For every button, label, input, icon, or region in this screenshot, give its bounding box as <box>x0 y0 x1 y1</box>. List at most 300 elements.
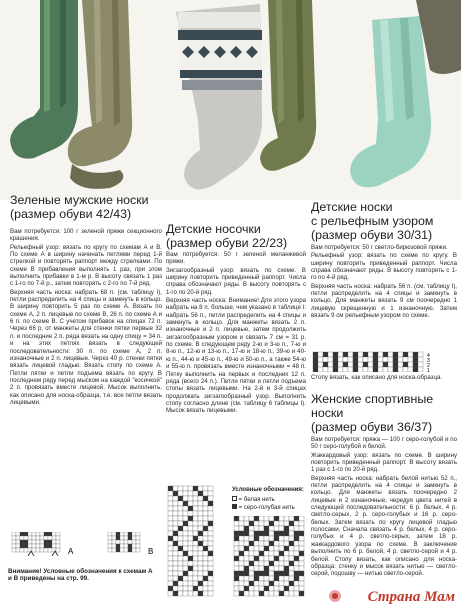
chart-cell <box>274 576 279 581</box>
chart-cell <box>279 591 284 596</box>
chart-cell <box>124 540 128 544</box>
chart-cell <box>28 540 32 544</box>
chart-cell <box>56 544 60 548</box>
chart-cell <box>208 516 213 521</box>
chart-cell <box>269 546 274 551</box>
chart-cell <box>269 571 274 576</box>
chart-cell <box>193 531 198 536</box>
chart-cell <box>239 561 244 566</box>
chart-cell <box>168 581 173 586</box>
chart-cell <box>128 548 132 552</box>
relief-socks-title-line3: (размер обуви 30/31) <box>311 228 433 242</box>
chart-cell <box>279 536 284 541</box>
chart-cell <box>12 544 16 548</box>
chart-cell <box>284 551 289 556</box>
chart-cell <box>318 367 323 372</box>
chart-cell <box>294 551 299 556</box>
chart-cell <box>294 536 299 541</box>
chart-cell <box>203 566 208 571</box>
chart-cell <box>259 586 264 591</box>
chart-cell <box>294 576 299 581</box>
chart-cell <box>24 540 28 544</box>
chart-cell <box>269 526 274 531</box>
chart-cell <box>128 544 132 548</box>
chart-cell <box>254 591 259 596</box>
chart-cell <box>173 586 178 591</box>
chart-cell <box>413 352 418 357</box>
chart-cell <box>193 591 198 596</box>
chart-cell <box>188 536 193 541</box>
chart-cell <box>398 352 403 357</box>
chart-cell <box>193 576 198 581</box>
chart-cell <box>208 571 213 576</box>
chart-cell <box>343 367 348 372</box>
chart-cell <box>274 536 279 541</box>
chart-cell <box>279 546 284 551</box>
chart-cell <box>178 571 183 576</box>
chart-cell <box>24 532 28 536</box>
chart-cell <box>188 546 193 551</box>
chart-cell <box>203 491 208 496</box>
chart-cell <box>393 352 398 357</box>
chart-cell <box>40 540 44 544</box>
chart-cell <box>208 551 213 556</box>
chart-cell <box>234 571 239 576</box>
chart-cell <box>32 540 36 544</box>
chart-cell <box>173 516 178 521</box>
chart-cell <box>348 357 353 362</box>
chart-cell <box>183 501 188 506</box>
chart-cell <box>36 532 40 536</box>
chart-cell <box>274 551 279 556</box>
chart-cell <box>294 546 299 551</box>
chart-cell <box>264 561 269 566</box>
chart-cell <box>168 501 173 506</box>
chart-cell <box>52 532 56 536</box>
chart-cell <box>178 591 183 596</box>
chart-cell <box>16 536 20 540</box>
green-paragraph: Рельефный узор: вязать по кругу по схемам А и В. По схеме А в ширину начинать петлями перед 1-й стрелкой и повторять раппорт между стрелками. По схеме В прибавления выполнять 1 раз, при этом выполнить прибавки в 1-м р. В высоту связать 1 раз с 1-го по 7-й р., затем повторять с 2-го по 7-й ряд. <box>10 243 162 288</box>
chart-cell <box>254 566 259 571</box>
sport-paragraph: Жаккардовый узор: вязать по схеме. В ширину повторить приведенный раппорт. В высоту вязать 1 раз с 1-го по 20-й ряд. <box>311 451 457 474</box>
chart-cell <box>168 566 173 571</box>
chart-cell <box>348 367 353 372</box>
chart-cell <box>198 556 203 561</box>
chart-cell <box>24 548 28 552</box>
chart-cell <box>178 486 183 491</box>
chart-cell <box>112 540 116 544</box>
chart-cell <box>112 544 116 548</box>
chart-cell <box>383 352 388 357</box>
chart-cell <box>363 357 368 362</box>
chart-cell <box>136 540 140 544</box>
chart-cell <box>183 496 188 501</box>
chart-cell <box>244 526 249 531</box>
chart-cell <box>120 544 124 548</box>
chart-cell <box>294 521 299 526</box>
chart-cell <box>173 581 178 586</box>
chart-cell <box>193 486 198 491</box>
chart-cell <box>328 362 333 367</box>
chart-cell <box>264 531 269 536</box>
chart-cell <box>198 536 203 541</box>
chart-cell <box>313 357 318 362</box>
chart-cell <box>239 586 244 591</box>
chart-cell <box>333 362 338 367</box>
chart-cell <box>16 544 20 548</box>
chart-cell <box>284 531 289 536</box>
chart-cell <box>16 548 20 552</box>
chart-cell <box>116 536 120 540</box>
chart-cell <box>20 536 24 540</box>
chart-cell <box>294 581 299 586</box>
chart-cell <box>264 546 269 551</box>
chart-cell <box>183 536 188 541</box>
legend-blue <box>232 504 295 512</box>
chart-cell <box>244 576 249 581</box>
chart-cell <box>44 544 48 548</box>
chart-cell <box>198 531 203 536</box>
green-chart-area <box>10 532 160 566</box>
chart-cell <box>183 546 188 551</box>
chart-cell <box>254 536 259 541</box>
relief-socks-instructions <box>311 244 457 348</box>
chart-cell <box>120 536 124 540</box>
chart-cell <box>234 526 239 531</box>
sport-socks-title-line2: носки <box>311 406 344 420</box>
chart-cell <box>318 362 323 367</box>
chart-cell <box>208 586 213 591</box>
chart-cell <box>368 367 373 372</box>
chart-cell <box>52 536 56 540</box>
chart-cell <box>178 541 183 546</box>
chart-cell <box>183 541 188 546</box>
relief-socks-title <box>311 200 461 242</box>
chart-cell <box>269 531 274 536</box>
chart-cell <box>244 556 249 561</box>
chart-cell <box>259 546 264 551</box>
chart-cell <box>269 516 274 521</box>
chart-cell <box>112 532 116 536</box>
chart-cell <box>254 516 259 521</box>
chart-cell <box>249 571 254 576</box>
relief-paragraph: Верхняя часть носка: набрать 56 п. (см. таблицу I), петли распределить на 4 спицы и замкнуть в кольцо. Для манжеты вязать 9 см поочередно 1 лицевую скрещенную и 1 изнаночную. Затем вязать 9 см рельефным узором по схеме. <box>311 282 457 320</box>
chart-cell <box>289 571 294 576</box>
chart-cell <box>244 571 249 576</box>
chart-cell <box>279 531 284 536</box>
chart-cell <box>418 362 423 367</box>
chart-cell <box>12 548 16 552</box>
chart-cell <box>198 486 203 491</box>
chart-cell <box>203 531 208 536</box>
chart-cell <box>264 526 269 531</box>
chart-cell <box>203 516 208 521</box>
chart-cell <box>178 551 183 556</box>
chart-cell <box>173 501 178 506</box>
chart-cell <box>183 511 188 516</box>
chart-cell <box>264 536 269 541</box>
chart-cell <box>198 571 203 576</box>
chart-cell <box>108 540 112 544</box>
green-socks-title-line2: (размер обуви 42/43) <box>10 207 132 221</box>
chart-cell <box>168 571 173 576</box>
chart-cell <box>193 526 198 531</box>
chart-cell <box>299 531 304 536</box>
chart-cell <box>294 516 299 521</box>
chart-cell <box>299 561 304 566</box>
chart-cell <box>259 521 264 526</box>
chart-cell <box>56 540 60 544</box>
chart-cell <box>183 581 188 586</box>
chart-cell <box>168 521 173 526</box>
chart-cell <box>249 526 254 531</box>
chart-cell <box>188 581 193 586</box>
chart-cell <box>198 526 203 531</box>
chart-cell <box>44 536 48 540</box>
chart-cell <box>178 526 183 531</box>
chart-cell <box>269 541 274 546</box>
chart-cell <box>269 551 274 556</box>
chart-cell <box>284 536 289 541</box>
chart-cell <box>234 581 239 586</box>
chart-cell <box>294 591 299 596</box>
chart-cell <box>198 506 203 511</box>
chart-cell <box>168 551 173 556</box>
chart-cell <box>259 561 264 566</box>
chart-cell <box>259 541 264 546</box>
chart-cell <box>178 491 183 496</box>
chart-cell <box>16 532 20 536</box>
chart-cell <box>124 544 128 548</box>
chart-cell <box>188 561 193 566</box>
chart-cell <box>234 561 239 566</box>
chart-cell <box>383 367 388 372</box>
chart-cell <box>284 581 289 586</box>
chart-cell <box>56 532 60 536</box>
chart-cell <box>259 516 264 521</box>
chart-cell <box>183 551 188 556</box>
chart-cell <box>173 541 178 546</box>
chart-cell <box>198 541 203 546</box>
kids-socks-instructions <box>166 251 306 479</box>
chart-cell <box>208 536 213 541</box>
chart-cell <box>120 532 124 536</box>
chart-cell <box>239 521 244 526</box>
chart-cell <box>183 576 188 581</box>
chart-cell <box>20 548 24 552</box>
chart-cell <box>193 491 198 496</box>
chart-cell <box>52 540 56 544</box>
chart-cell <box>358 357 363 362</box>
chart-cell <box>299 526 304 531</box>
chart-cell <box>48 532 52 536</box>
chart-cell <box>259 526 264 531</box>
chart-cell <box>249 581 254 586</box>
chart-cell <box>363 362 368 367</box>
chart-cell <box>108 532 112 536</box>
chart-cell <box>299 551 304 556</box>
chart-cell <box>289 561 294 566</box>
chart-cell <box>289 586 294 591</box>
chart-cell <box>244 581 249 586</box>
chart-cell <box>343 362 348 367</box>
chart-cell <box>208 496 213 501</box>
chart-cell <box>208 591 213 596</box>
chart-cell <box>193 496 198 501</box>
chart-cell <box>208 566 213 571</box>
chart-cell <box>393 357 398 362</box>
chart-cell <box>368 362 373 367</box>
chart-cell <box>239 516 244 521</box>
chart-cell <box>208 521 213 526</box>
chart-cell <box>279 581 284 586</box>
chart-cell <box>203 486 208 491</box>
chart-cell <box>274 516 279 521</box>
chart-cell <box>413 357 418 362</box>
chart-cell <box>28 532 32 536</box>
chart-cell <box>48 540 52 544</box>
chart-cell <box>254 561 259 566</box>
chart-cell <box>244 531 249 536</box>
chart-cell <box>403 357 408 362</box>
chart-cell <box>254 556 259 561</box>
chart-cell <box>393 367 398 372</box>
chart-cell <box>193 566 198 571</box>
chart-cell <box>24 544 28 548</box>
chart-cell <box>28 544 32 548</box>
chart-cell <box>413 362 418 367</box>
chart-cell <box>203 561 208 566</box>
chart-cell <box>323 367 328 372</box>
chart-cell <box>264 551 269 556</box>
chart-cell <box>363 352 368 357</box>
chart-cell <box>188 491 193 496</box>
chart-cell <box>132 532 136 536</box>
chart-cell <box>198 491 203 496</box>
chart-cell <box>373 362 378 367</box>
chart-cell <box>408 362 413 367</box>
relief-paragraph: Вам потребуется: 50 г светло-бирюзовой пряжи. <box>311 244 448 251</box>
chart-cell <box>378 357 383 362</box>
chart-cell <box>193 556 198 561</box>
chart-cell <box>188 516 193 521</box>
chart-cell <box>294 531 299 536</box>
chart-cell <box>188 556 193 561</box>
chart-cell <box>264 566 269 571</box>
chart-cell <box>193 501 198 506</box>
chart-cell <box>40 548 44 552</box>
chart-cell <box>173 576 178 581</box>
chart-cell <box>239 571 244 576</box>
chart-cell <box>208 511 213 516</box>
chart-cell <box>259 591 264 596</box>
chart-cell <box>108 544 112 548</box>
chart-cell <box>254 581 259 586</box>
chart-cell <box>269 566 274 571</box>
chart-cell <box>343 357 348 362</box>
chart-cell <box>294 566 299 571</box>
chart-cell <box>259 556 264 561</box>
chart-cell <box>44 532 48 536</box>
chart-cell <box>183 526 188 531</box>
chart-cell <box>254 576 259 581</box>
chart-cell <box>178 501 183 506</box>
chart-cell <box>198 561 203 566</box>
chart-cell <box>183 561 188 566</box>
chart-cell <box>249 556 254 561</box>
chart-cell <box>183 531 188 536</box>
chart-cell <box>234 551 239 556</box>
chart-cell <box>294 571 299 576</box>
chart-cell <box>32 544 36 548</box>
chart-cell <box>168 541 173 546</box>
chart-cell <box>208 486 213 491</box>
jacquard-chart <box>232 516 308 600</box>
chart-cell <box>274 526 279 531</box>
chart-cell <box>284 556 289 561</box>
chart-cell <box>136 536 140 540</box>
chart-cell <box>193 536 198 541</box>
chart-cell <box>318 352 323 357</box>
green-note: Внимание! Условные обозначения к схемам А и В приведены на стр. 99. <box>8 568 153 583</box>
chart-cell <box>348 362 353 367</box>
relief-paragraph: Рельефный узор: вязать по схеме по кругу. В ширину повторить приведенный раппорт. Числа справа обозначают ряды. В высоту повторять с 1-го по 4-й ряд. <box>311 252 457 282</box>
legend-white <box>232 496 275 504</box>
chart-cell <box>269 591 274 596</box>
chart-cell <box>40 536 44 540</box>
chart-cell <box>249 586 254 591</box>
chart-b-label: В <box>148 547 154 556</box>
chart-cell <box>264 571 269 576</box>
chart-cell <box>313 362 318 367</box>
chart-cell <box>378 362 383 367</box>
chart-cell <box>239 541 244 546</box>
chart-cell <box>168 516 173 521</box>
chart-cell <box>388 352 393 357</box>
chart-cell <box>294 526 299 531</box>
chart-cell <box>289 516 294 521</box>
chart-cell <box>178 506 183 511</box>
chart-cell <box>313 367 318 372</box>
chart-cell <box>259 531 264 536</box>
chart-cell <box>168 556 173 561</box>
chart-cell <box>188 541 193 546</box>
chart-cell <box>254 546 259 551</box>
chart-cell <box>289 556 294 561</box>
chart-cell <box>264 521 269 526</box>
chart-cell <box>108 548 112 552</box>
chart-cell <box>40 544 44 548</box>
chart-cell <box>198 496 203 501</box>
chart-cell <box>168 496 173 501</box>
chart-cell <box>368 357 373 362</box>
chart-cell <box>178 561 183 566</box>
chart-cell <box>183 566 188 571</box>
chart-cell <box>418 357 423 362</box>
chart-cell <box>239 556 244 561</box>
chart-cell <box>20 544 24 548</box>
chart-cell <box>183 506 188 511</box>
chart-cell <box>173 536 178 541</box>
chart-cell <box>239 546 244 551</box>
chart-cell <box>203 501 208 506</box>
chart-cell <box>124 532 128 536</box>
chart-cell <box>203 571 208 576</box>
chart-cell <box>254 521 259 526</box>
chart-cell <box>274 581 279 586</box>
kids-socks-title-line1: Детские носочки <box>166 222 261 236</box>
chart-cell <box>299 556 304 561</box>
